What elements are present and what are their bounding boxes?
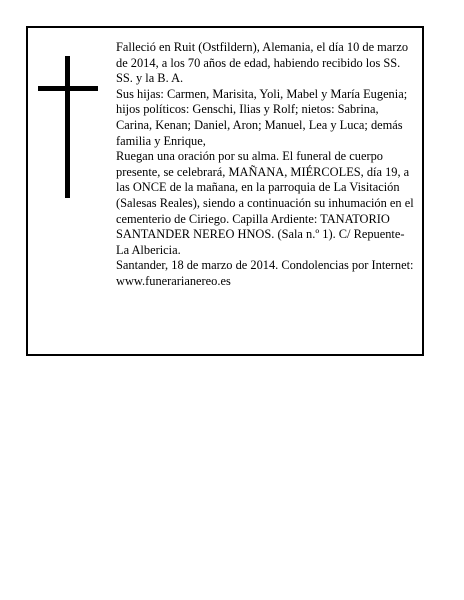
funeral-details: Ruegan una oración por su alma. El funeral de cuerpo presente, se celebrará, MAÑANA, MIÉRCOLES, día 19, a las ONCE de la mañana, en la parroquia de La Visitación (Salesas Reales), siendo a continuación su inhumación en el cementerio de Ciriego. Capilla Ardiente: TANATORIO SANTANDER NEREO HNOS. (Sala n.º 1). C/ Repuente-La Albericia.	[116, 149, 414, 257]
death-announcement: Falleció en Ruit (Ostfildern), Alemania, el día 10 de marzo de 2014, a los 70 años de edad, habiendo recibido los SS. SS. y la B. A.	[116, 40, 409, 86]
cross-vertical-bar	[65, 56, 70, 198]
cross-horizontal-bar	[38, 86, 98, 91]
cross-icon	[38, 56, 98, 198]
obituary-text	[116, 40, 416, 290]
obituary-notice	[26, 26, 424, 356]
family-list: Sus hijas: Carmen, Marisita, Yoli, Mabel y María Eugenia; hijos políticos: Genschi, Ilias y Rolf; nietos: Sabrina, Carina, Kenan; Daniel, Aron; Manuel, Lea y Luca; demás familia y Enrique,	[116, 86, 408, 148]
place-date-condolences: Santander, 18 de marzo de 2014. Condolencias por Internet: www.funerarianereo.es	[116, 258, 414, 288]
